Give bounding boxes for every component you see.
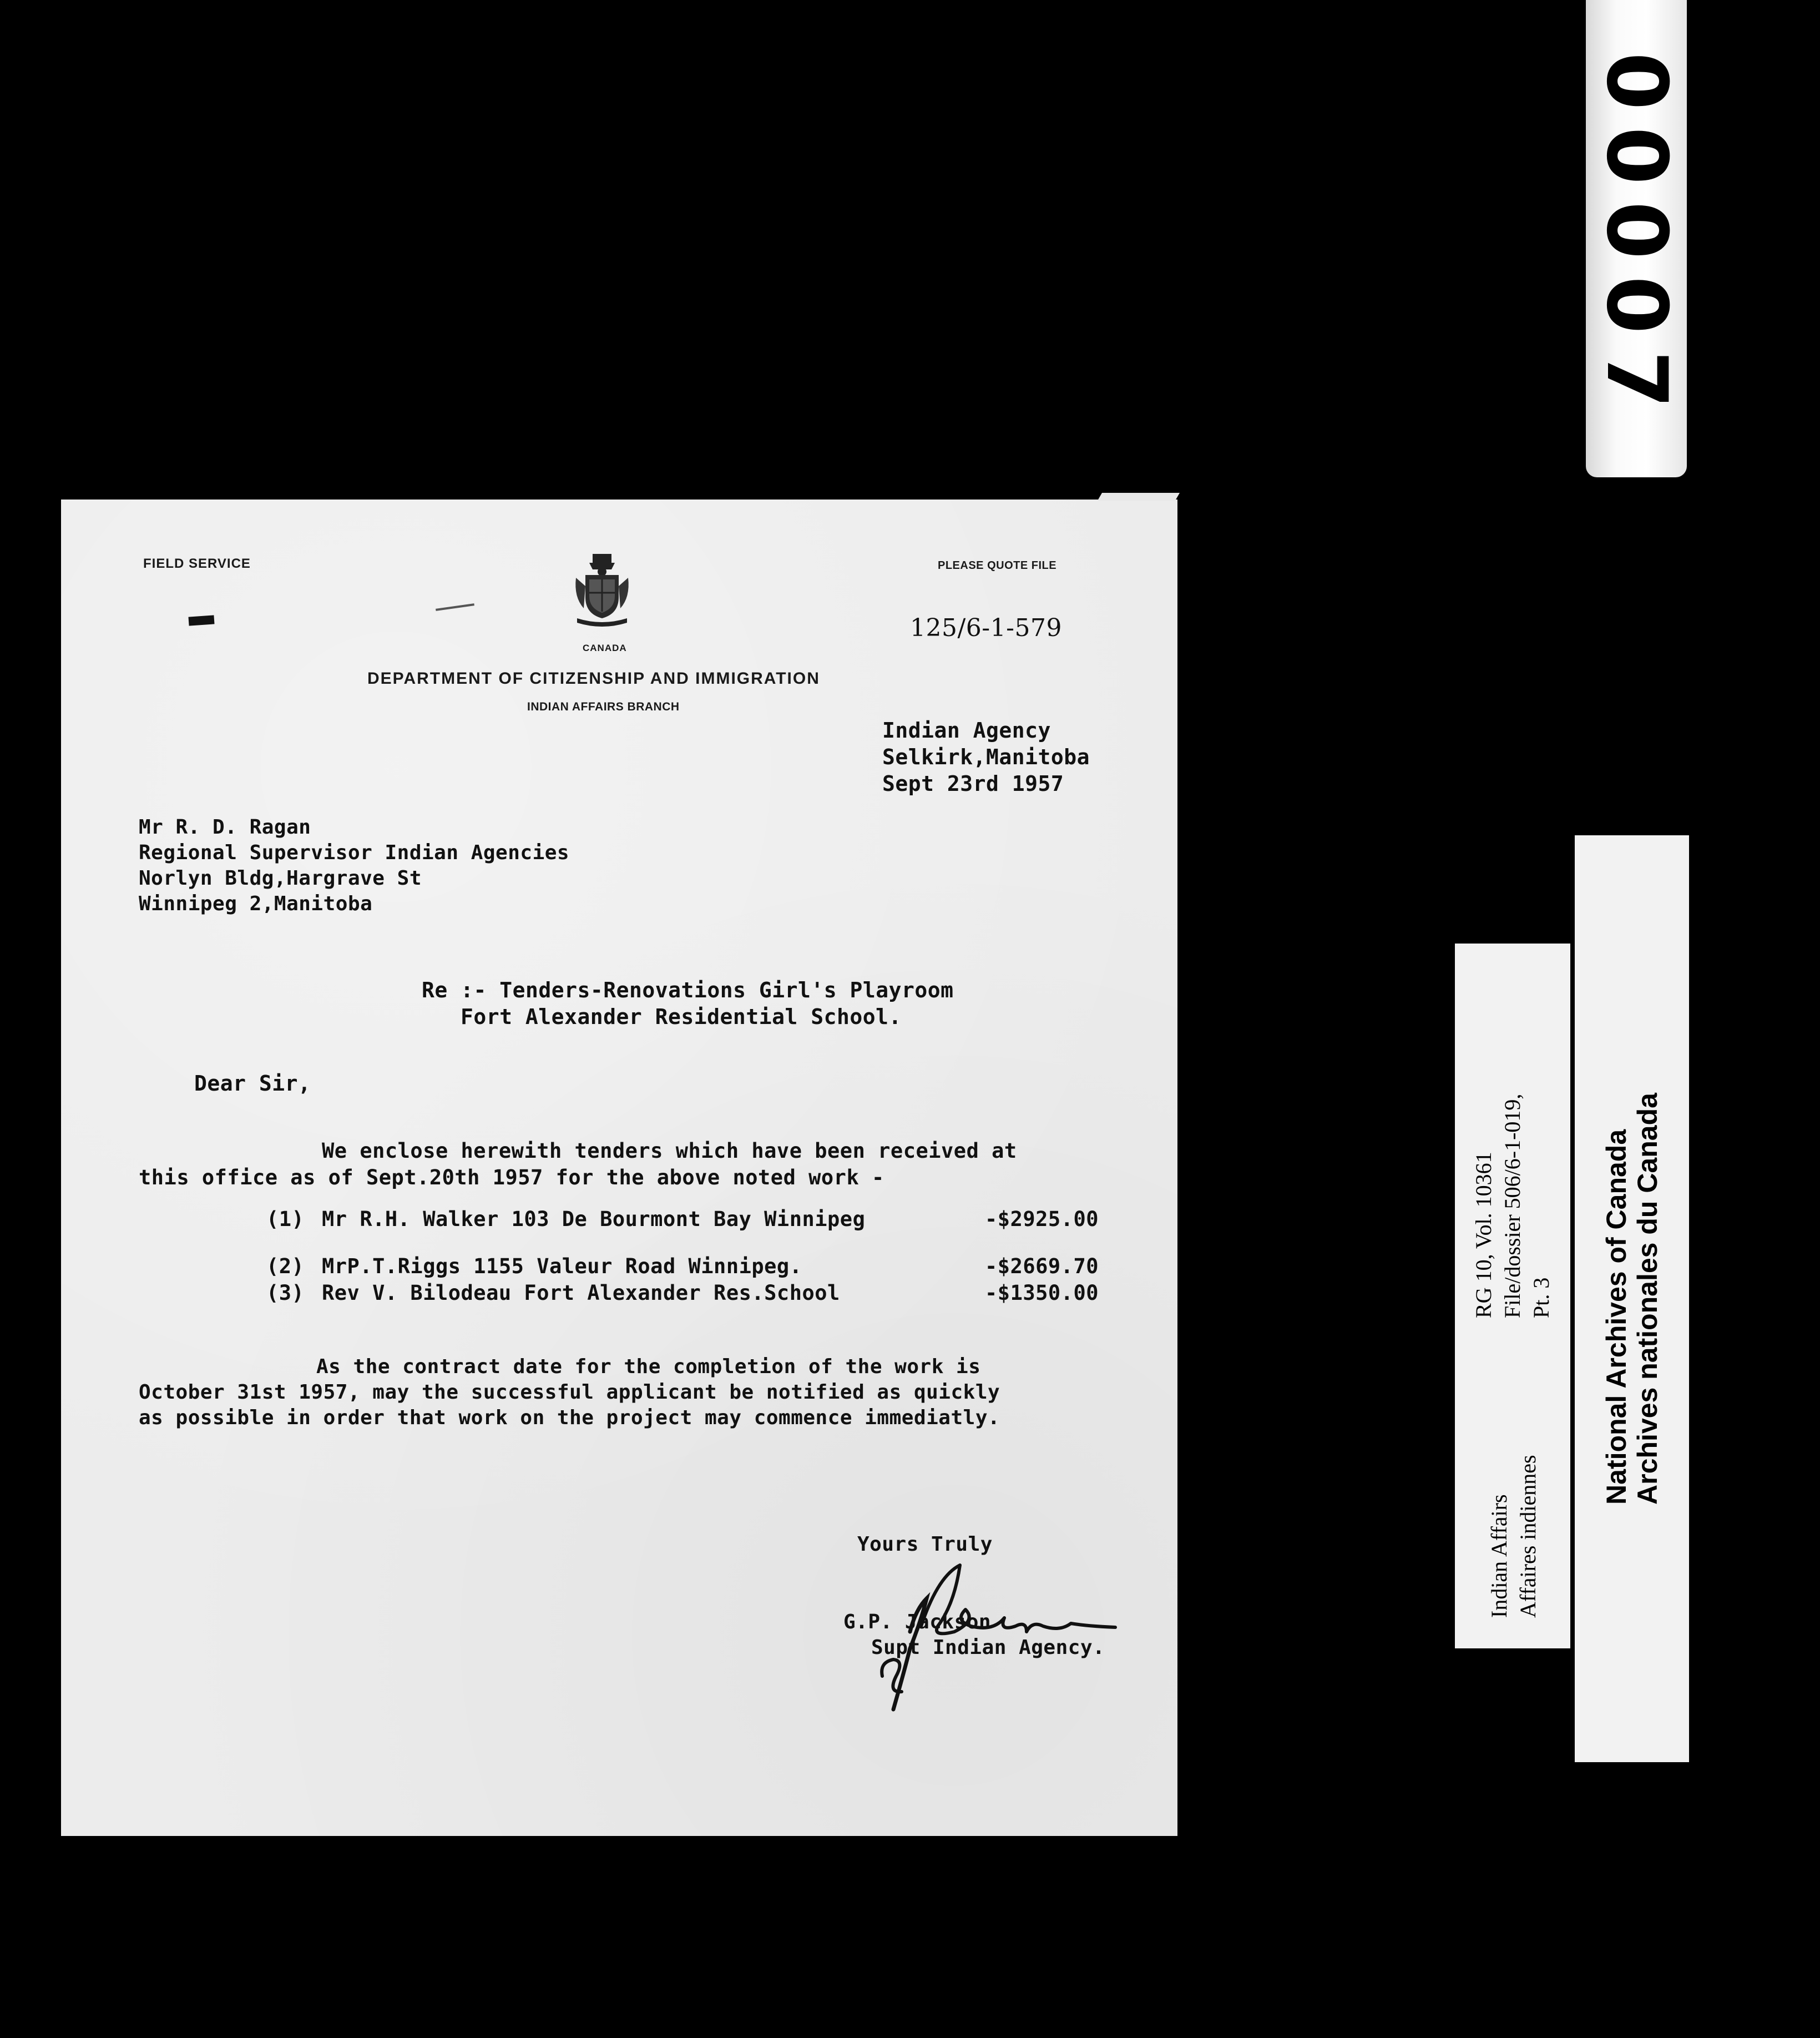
sender-address: [882, 717, 1090, 797]
body-line: October 31st 1957, may the successful applicant be notified as quickly: [139, 1381, 1000, 1404]
tender-amount: -$1350.00: [985, 1281, 1099, 1305]
body-line: We enclose herewith tenders which have been received at: [322, 1139, 1017, 1163]
closing-yours-truly: Yours Truly: [857, 1533, 993, 1556]
archive-fonds-fr: Affaires indiennes: [1515, 1455, 1540, 1618]
coat-of-arms-icon: [572, 553, 633, 636]
branch-heading: INDIAN AFFAIRS BRANCH: [527, 700, 680, 713]
archive-part: Pt. 3: [1529, 1277, 1554, 1318]
frame-number: 00007: [1588, 52, 1685, 425]
frame-number-strip: [1586, 0, 1687, 477]
recipient-line: Winnipeg 2,Manitoba: [139, 892, 373, 915]
subject-line-1: Re :- Tenders-Renovations Girl's Playroom: [422, 978, 954, 1002]
ink-mark: [436, 603, 474, 611]
body-paragraph-2: [139, 1354, 1000, 1431]
tender-number: (1): [266, 1207, 305, 1231]
body-line: as possible in order that work on the project may commence immediatly.: [139, 1406, 1000, 1429]
sender-date: Sept 23rd 1957: [882, 771, 1064, 796]
archive-rg-volume: RG 10, Vol. 10361: [1471, 1152, 1496, 1318]
recipient-line: Mr R. D. Ragan: [139, 816, 311, 839]
tender-number: (3): [266, 1281, 305, 1305]
body-paragraph-1: [139, 1138, 1017, 1191]
archive-fonds-en: Indian Affairs: [1487, 1494, 1511, 1618]
national-archives-text: [1601, 1093, 1663, 1505]
coat-of-arms-caption: CANADA: [583, 643, 627, 653]
closing-signature-block: [838, 1610, 1105, 1661]
signatory-title: Supt Indian Agency.: [871, 1636, 1105, 1659]
subject-line-2: Fort Alexander Residential School.: [461, 1005, 902, 1029]
tender-amount: -$2669.70: [985, 1254, 1099, 1278]
letter-page: [61, 500, 1177, 1836]
national-archives-fr: Archives nationales du Canada: [1632, 1093, 1663, 1505]
body-line: As the contract date for the completion of the work is: [316, 1355, 981, 1378]
file-number: 125/6-1-579: [910, 614, 1063, 642]
body-line: this office as of Sept.20th 1957 for the above noted work -: [139, 1166, 884, 1189]
salutation: Dear Sir,: [194, 1071, 311, 1096]
national-archives-en: National Archives of Canada: [1601, 1129, 1632, 1505]
tender-amount: -$2925.00: [985, 1207, 1099, 1231]
tender-description: Mr R.H. Walker 103 De Bourmont Bay Winnipeg: [322, 1207, 866, 1231]
tender-item: [266, 1207, 1165, 1238]
recipient-line: Norlyn Bldg,Hargrave St: [139, 867, 422, 890]
sender-line: Selkirk,Manitoba: [882, 745, 1090, 769]
national-archives-label: [1575, 835, 1689, 1762]
archive-reference-label: [1455, 944, 1570, 1648]
field-service-label: FIELD SERVICE: [143, 556, 251, 571]
recipient-address: [139, 815, 569, 917]
tender-description: MrP.T.Riggs 1155 Valeur Road Winnipeg.: [322, 1254, 802, 1278]
signatory-name: G.P. Jackson: [843, 1611, 992, 1633]
archive-file: File/dossier 506/6-1-019,: [1500, 1093, 1525, 1318]
department-heading: DEPARTMENT OF CITIZENSHIP AND IMMIGRATION: [367, 669, 820, 688]
please-quote-file-label: PLEASE QUOTE FILE: [938, 559, 1057, 572]
subject-line: [422, 977, 954, 1030]
ink-mark: [188, 615, 214, 625]
recipient-line: Regional Supervisor Indian Agencies: [139, 841, 570, 864]
tender-description: Rev V. Bilodeau Fort Alexander Res.School: [322, 1281, 840, 1305]
sender-line: Indian Agency: [882, 718, 1051, 743]
tender-number: (2): [266, 1254, 305, 1278]
tender-item: [266, 1281, 1165, 1312]
